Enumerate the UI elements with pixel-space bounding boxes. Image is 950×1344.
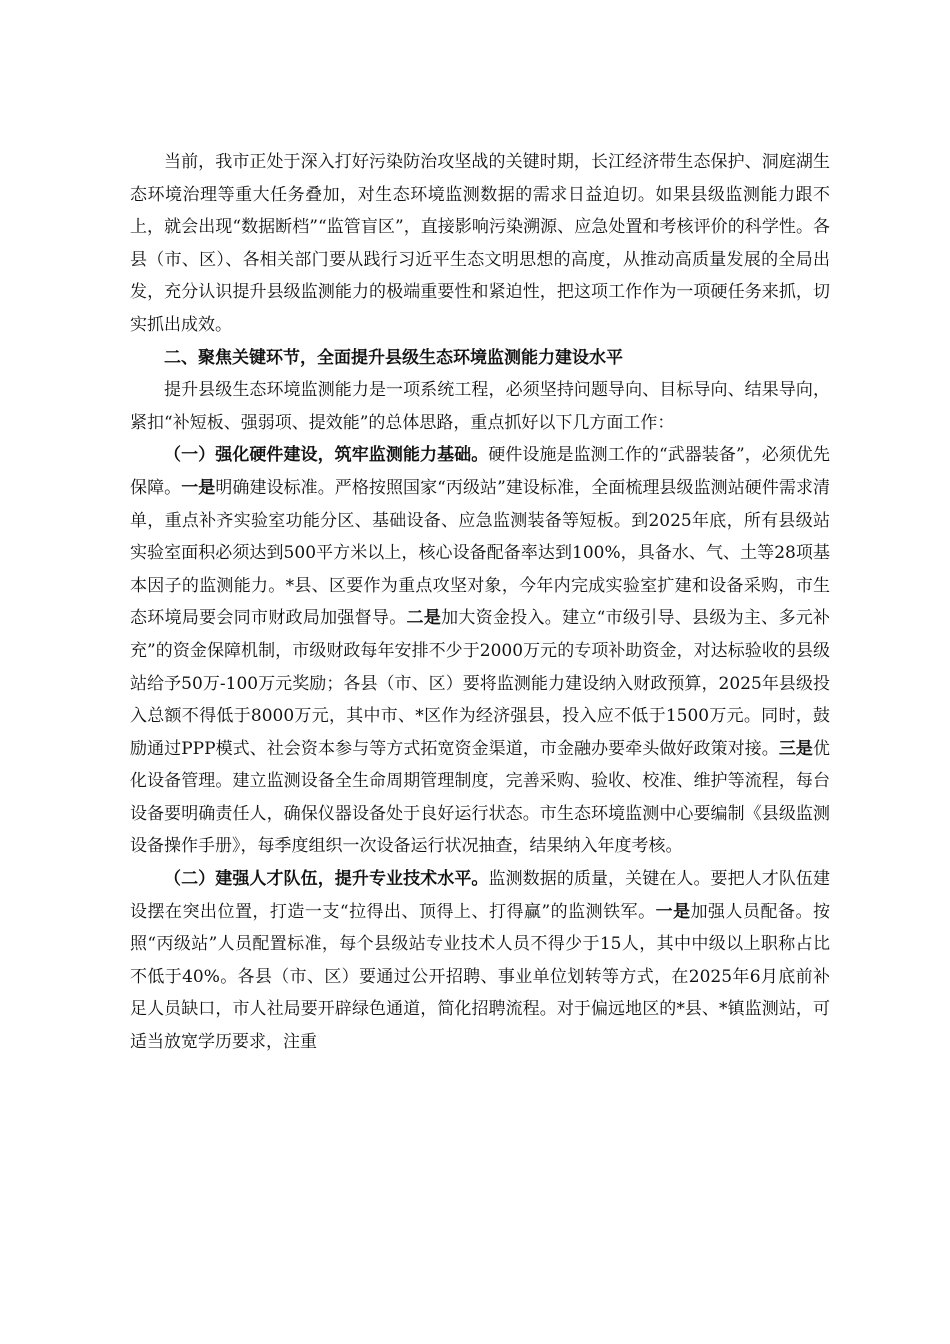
document-page <box>130 146 830 1059</box>
text-run: 硬件设施是监测工作的“武器装备”，必须优先保障。 <box>130 445 831 498</box>
item-marker-two: 二是 <box>406 608 442 629</box>
subsection-heading-talent: （二）建强人才队伍，提升专业技术水平。 <box>164 869 489 890</box>
talent-paragraph <box>130 863 830 1059</box>
item-marker-three: 三是 <box>778 738 813 759</box>
text-run: 明确建设标准。严格按照国家“丙级站”建设标准，全面梳理县级监测站硬件需求清单，重点补齐实验室功能分区、基础设备、应急监测装备等短板。到2025年底，所有县级站实验室面积必须达到500平方米以上，核心设备配备率达到100%，具备水、气、土等28项基本因子的监测能力。*县、区要作为重点攻坚对象，今年内完成实验室扩建和设备采购，市生态环境局要会同市财政局加强督导。 <box>130 477 831 629</box>
item-marker-one: 一是 <box>655 901 691 922</box>
subsection-heading-hardware: （一）强化硬件建设，筑牢监测能力基础。 <box>164 445 489 466</box>
section-intro-paragraph: 提升县级生态环境监测能力是一项系统工程，必须坚持问题导向、目标导向、结果导向，紧扣“补短板、强弱项、提效能”的总体思路，重点抓好以下几方面工作： <box>130 380 830 433</box>
intro-paragraph: 当前，我市正处于深入打好污染防治攻坚战的关键时期，长江经济带生态保护、洞庭湖生态环境治理等重大任务叠加，对生态环境监测数据的需求日益迫切。如果县级监测能力跟不上，就会出现“数据断档”“监管盲区”，直接影响污染溯源、应急处置和考核评价的科学性。各县（市、区）、各相关部门要从践行习近平生态文明思想的高度，从推动高质量发展的全局出发，充分认识提升县级监测能力的极端重要性和紧迫性，把这项工作作为一项硬任务来抓，切实抓出成效。 <box>130 152 830 335</box>
text-run: 监测数据的质量，关键在人。要把人才队伍建设摆在突出位置，打造一支“拉得出、顶得上、打得赢”的监测铁军。 <box>130 869 830 922</box>
item-marker-one: 一是 <box>181 477 216 498</box>
text-run: 加大资金投入。建立“市级引导、县级为主、多元补充”的资金保障机制，市级财政每年安排不少于2000万元的专项补助资金，对达标验收的县级站给予50万-100万元奖励；各县（市、区）要将监测能力建设纳入财政预算，2025年县级投入总额不得低于8000万元，其中市、*区作为经济强县，投入应不低于1500万元。同时，鼓励通过PPP模式、社会资本参与等方式拓宽资金渠道，市金融办要牵头做好政策对接。 <box>130 608 831 759</box>
text-run: 优化设备管理。建立监测设备全生命周期管理制度，完善采购、验收、校准、维护等流程，每台设备要明确责任人，确保仪器设备处于良好运行状态。市生态环境监测中心要编制《县级监测设备操作手册》，每季度组织一次设备运行状况抽查，结果纳入年度考核。 <box>130 738 830 857</box>
text-run: 加强人员配备。按照“丙级站”人员配置标准，每个县级站专业技术人员不得少于15人，其中中级以上职称占比不低于40%。各县（市、区）要通过公开招聘、事业单位划转等方式，在2025年6月底前补足人员缺口，市人社局要开辟绿色通道，简化招聘流程。对于偏远地区的*县、*镇监测站，可适当放宽学历要求，注重 <box>130 901 830 1053</box>
section-heading: 二、聚焦关键环节，全面提升县级生态环境监测能力建设水平 <box>164 347 623 368</box>
hardware-paragraph <box>130 439 830 863</box>
